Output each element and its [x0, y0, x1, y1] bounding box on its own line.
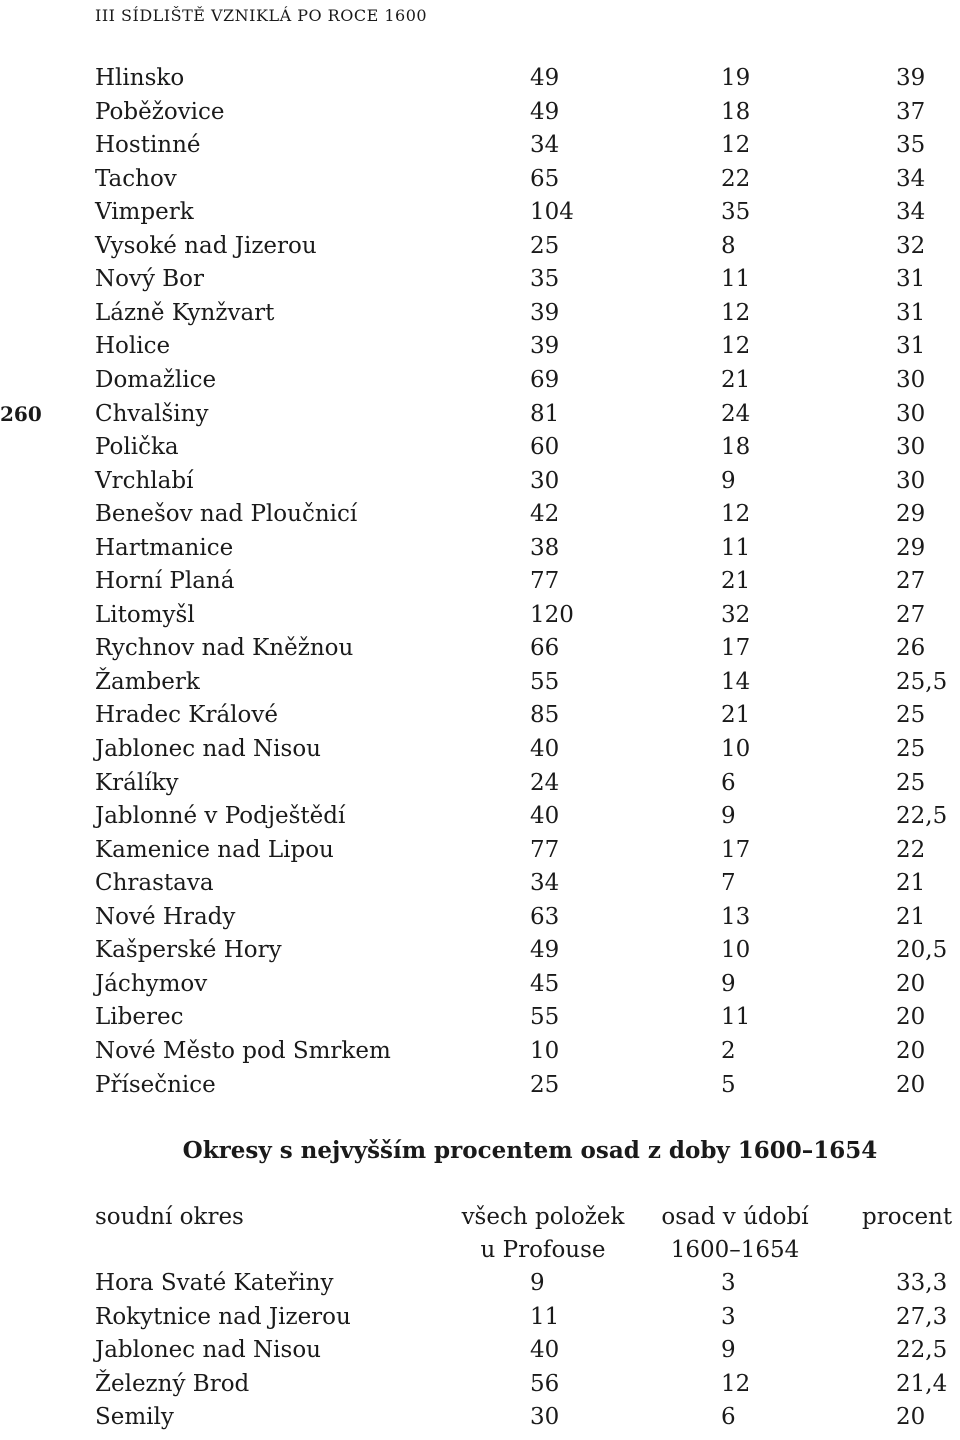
- place-name: Nové Hrady: [95, 903, 236, 930]
- place-name: Tachov: [95, 165, 177, 192]
- all-items-value: 34: [530, 132, 560, 159]
- place-name: Hradec Králové: [95, 702, 278, 729]
- place-name: Hlinsko: [95, 65, 185, 91]
- all-items-value: 40: [530, 736, 560, 762]
- table-row: [0, 99, 960, 132]
- percent-value: 32: [896, 232, 926, 259]
- place-name: Holice: [95, 333, 171, 360]
- percent-value: 34: [896, 165, 926, 192]
- table-row: [0, 803, 960, 836]
- percent-value: 27,3: [896, 1303, 948, 1330]
- settlements-value: 17: [721, 635, 751, 662]
- settlements-value: 6: [721, 1404, 736, 1431]
- settlements-value: 13: [721, 903, 751, 930]
- settlements-value: 14: [721, 668, 751, 695]
- percent-value: 29: [896, 534, 926, 561]
- all-items-value: 56: [530, 1370, 560, 1397]
- all-items-value: 40: [530, 1337, 560, 1364]
- table-row: [0, 770, 960, 803]
- percent-value: 21,4: [896, 1370, 948, 1397]
- all-items-value: 85: [530, 702, 560, 729]
- settlements-value: 2: [721, 1037, 736, 1064]
- percent-value: 21: [896, 903, 926, 930]
- percent-value: 22,5: [896, 803, 948, 830]
- percent-value: 20,5: [896, 937, 948, 964]
- percent-value: 20: [896, 1004, 926, 1031]
- all-items-value: 9: [530, 1270, 545, 1296]
- table-row: [0, 602, 960, 635]
- place-name: Žamberk: [95, 668, 200, 695]
- percent-value: 25: [896, 702, 926, 729]
- percent-value: 21: [896, 870, 926, 897]
- percent-value: 25,5: [896, 668, 948, 695]
- table-row: [0, 199, 960, 232]
- settlements-value: 9: [721, 467, 736, 494]
- place-name: Liberec: [95, 1004, 184, 1031]
- place-name: Hostinné: [95, 132, 201, 159]
- all-items-value: 34: [530, 870, 560, 897]
- settlements-value: 12: [721, 501, 751, 528]
- place-name: Kašperské Hory: [95, 937, 282, 964]
- all-items-value: 11: [530, 1303, 560, 1330]
- all-items-value: 63: [530, 903, 560, 930]
- table-row: [0, 233, 960, 266]
- table-row: [0, 837, 960, 870]
- place-name: Semily: [95, 1404, 174, 1431]
- all-items-value: 77: [530, 836, 560, 863]
- percent-value: 39: [896, 65, 926, 91]
- all-items-value: 30: [530, 467, 560, 494]
- table-row: [0, 1072, 960, 1105]
- settlements-value: 11: [721, 1004, 751, 1031]
- table-row: [0, 736, 960, 769]
- percent-value: 27: [896, 601, 926, 628]
- settlements-value: 10: [721, 736, 751, 762]
- settlements-value: 21: [721, 568, 751, 595]
- place-name: Jáchymov: [95, 970, 208, 997]
- place-name: Benešov nad Ploučnicí: [95, 501, 358, 528]
- table-row: [0, 971, 960, 1004]
- all-items-value: 39: [530, 299, 560, 326]
- settlements-value: 21: [721, 366, 751, 393]
- header-settlements-period: osad v údobí: [661, 1204, 809, 1230]
- table-row: [0, 1337, 960, 1370]
- header-all-items: všech položek: [461, 1204, 625, 1230]
- all-items-value: 49: [530, 937, 560, 964]
- header-all-items-line2: u Profouse: [480, 1237, 606, 1263]
- all-items-value: 45: [530, 970, 560, 997]
- table-row: [0, 1371, 960, 1404]
- place-name: Litomyšl: [95, 601, 195, 628]
- table-row: [0, 702, 960, 735]
- percent-value: 30: [896, 400, 926, 427]
- header-percent: procent: [862, 1204, 953, 1230]
- place-name: Nový Bor: [95, 266, 205, 293]
- table-row: [0, 367, 960, 400]
- place-name: Hora Svaté Kateřiny: [95, 1270, 334, 1296]
- settlements-value: 18: [721, 98, 751, 125]
- page-header: III SÍDLIŠTĚ VZNIKLÁ PO ROCE 1600: [95, 6, 428, 25]
- place-name: Polička: [95, 434, 179, 461]
- all-items-value: 120: [530, 601, 574, 628]
- page-number: 260: [0, 402, 42, 426]
- all-items-value: 77: [530, 568, 560, 595]
- percent-value: 30: [896, 434, 926, 461]
- settlements-value: 21: [721, 702, 751, 729]
- table-row: [0, 1404, 960, 1437]
- all-items-value: 24: [530, 769, 560, 796]
- table-row: [0, 333, 960, 366]
- place-name: Horní Planá: [95, 568, 235, 595]
- percent-value: 31: [896, 266, 926, 293]
- settlements-value: 19: [721, 65, 751, 91]
- all-items-value: 55: [530, 1004, 560, 1031]
- percent-value: 20: [896, 1037, 926, 1064]
- all-items-value: 35: [530, 266, 560, 293]
- table-row: [0, 1270, 960, 1303]
- settlements-value: 12: [721, 132, 751, 159]
- all-items-value: 49: [530, 65, 560, 91]
- percent-value: 30: [896, 467, 926, 494]
- place-name: Vimperk: [95, 199, 194, 226]
- table-row: [0, 1304, 960, 1337]
- settlements-value: 3: [721, 1303, 736, 1330]
- all-items-value: 104: [530, 199, 574, 226]
- all-items-value: 49: [530, 98, 560, 125]
- percent-value: 20: [896, 1404, 926, 1431]
- place-name: Kamenice nad Lipou: [95, 836, 334, 863]
- table-row: [0, 1004, 960, 1037]
- all-items-value: 42: [530, 501, 560, 528]
- settlements-value: 9: [721, 970, 736, 997]
- percent-value: 25: [896, 736, 926, 762]
- table-row: [0, 65, 960, 98]
- percent-value: 22: [896, 836, 926, 863]
- settlements-value: 12: [721, 1370, 751, 1397]
- percent-value: 27: [896, 568, 926, 595]
- all-items-value: 30: [530, 1404, 560, 1431]
- place-name: Vrchlabí: [95, 467, 194, 494]
- place-name: Železný Brod: [95, 1370, 250, 1397]
- place-name: Hartmanice: [95, 534, 234, 561]
- settlements-value: 6: [721, 769, 736, 796]
- all-items-value: 40: [530, 803, 560, 830]
- settlements-value: 9: [721, 803, 736, 830]
- header-settlements-period-line2: 1600–1654: [670, 1237, 800, 1263]
- table-row: [0, 132, 960, 165]
- percent-value: 20: [896, 1071, 926, 1098]
- all-items-value: 60: [530, 434, 560, 461]
- settlements-value: 24: [721, 400, 751, 427]
- place-name: Jablonec nad Nisou: [95, 1337, 321, 1364]
- header-district: soudní okres: [95, 1204, 244, 1230]
- place-name: Jablonné v Podještědí: [95, 803, 346, 830]
- settlements-value: 8: [721, 232, 736, 259]
- table-row: [0, 535, 960, 568]
- all-items-value: 66: [530, 635, 560, 662]
- place-name: Lázně Kynžvart: [95, 299, 275, 326]
- place-name: Domažlice: [95, 366, 217, 393]
- settlements-value: 32: [721, 601, 751, 628]
- table-row: [0, 434, 960, 467]
- table-row: [0, 1038, 960, 1071]
- percent-value: 20: [896, 970, 926, 997]
- all-items-value: 69: [530, 366, 560, 393]
- all-items-value: 39: [530, 333, 560, 360]
- settlements-value: 17: [721, 836, 751, 863]
- all-items-value: 55: [530, 668, 560, 695]
- percent-value: 35: [896, 132, 926, 159]
- all-items-value: 10: [530, 1037, 560, 1064]
- settlements-value: 12: [721, 299, 751, 326]
- settlements-value: 10: [721, 937, 751, 964]
- settlements-value: 18: [721, 434, 751, 461]
- all-items-value: 25: [530, 232, 560, 259]
- settlements-value: 35: [721, 199, 751, 226]
- all-items-value: 25: [530, 1071, 560, 1098]
- settlements-value: 11: [721, 534, 751, 561]
- table-row: [0, 468, 960, 501]
- percent-value: 37: [896, 98, 926, 125]
- place-name: Chvalšiny: [95, 400, 209, 427]
- place-name: Rokytnice nad Jizerou: [95, 1303, 351, 1330]
- percent-value: 33,3: [896, 1270, 948, 1296]
- table-row: [0, 501, 960, 534]
- all-items-value: 81: [530, 400, 560, 427]
- place-name: Králíky: [95, 769, 179, 796]
- all-items-value: 65: [530, 165, 560, 192]
- percent-value: 34: [896, 199, 926, 226]
- percent-value: 31: [896, 299, 926, 326]
- percent-value: 30: [896, 366, 926, 393]
- table-row: [0, 401, 960, 434]
- percent-value: 22,5: [896, 1337, 948, 1364]
- percent-value: 26: [896, 635, 926, 662]
- settlements-value: 3: [721, 1270, 736, 1296]
- settlements-value: 9: [721, 1337, 736, 1364]
- settlements-value: 12: [721, 333, 751, 360]
- table-row: [0, 300, 960, 333]
- place-name: Nové Město pod Smrkem: [95, 1037, 391, 1064]
- table-row: [0, 669, 960, 702]
- place-name: Chrastava: [95, 870, 214, 897]
- all-items-value: 38: [530, 534, 560, 561]
- place-name: Poběžovice: [95, 98, 225, 125]
- table-row: [0, 568, 960, 601]
- place-name: Vysoké nad Jizerou: [95, 232, 317, 259]
- table-row: [0, 266, 960, 299]
- table-row: [0, 635, 960, 668]
- table-row: [0, 870, 960, 903]
- table-row: [0, 937, 960, 970]
- percent-value: 25: [896, 769, 926, 796]
- settlements-value: 7: [721, 870, 736, 897]
- percent-value: 29: [896, 501, 926, 528]
- place-name: Rychnov nad Kněžnou: [95, 635, 354, 662]
- settlements-value: 22: [721, 165, 751, 192]
- table-row: [0, 904, 960, 937]
- place-name: Přísečnice: [95, 1071, 216, 1098]
- settlements-value: 5: [721, 1071, 736, 1098]
- table-row: [0, 166, 960, 199]
- place-name: Jablonec nad Nisou: [95, 736, 321, 762]
- districts-title: Okresy s nejvyšším procentem osad z doby 1600–1654: [182, 1137, 878, 1164]
- percent-value: 31: [896, 333, 926, 360]
- settlements-value: 11: [721, 266, 751, 293]
